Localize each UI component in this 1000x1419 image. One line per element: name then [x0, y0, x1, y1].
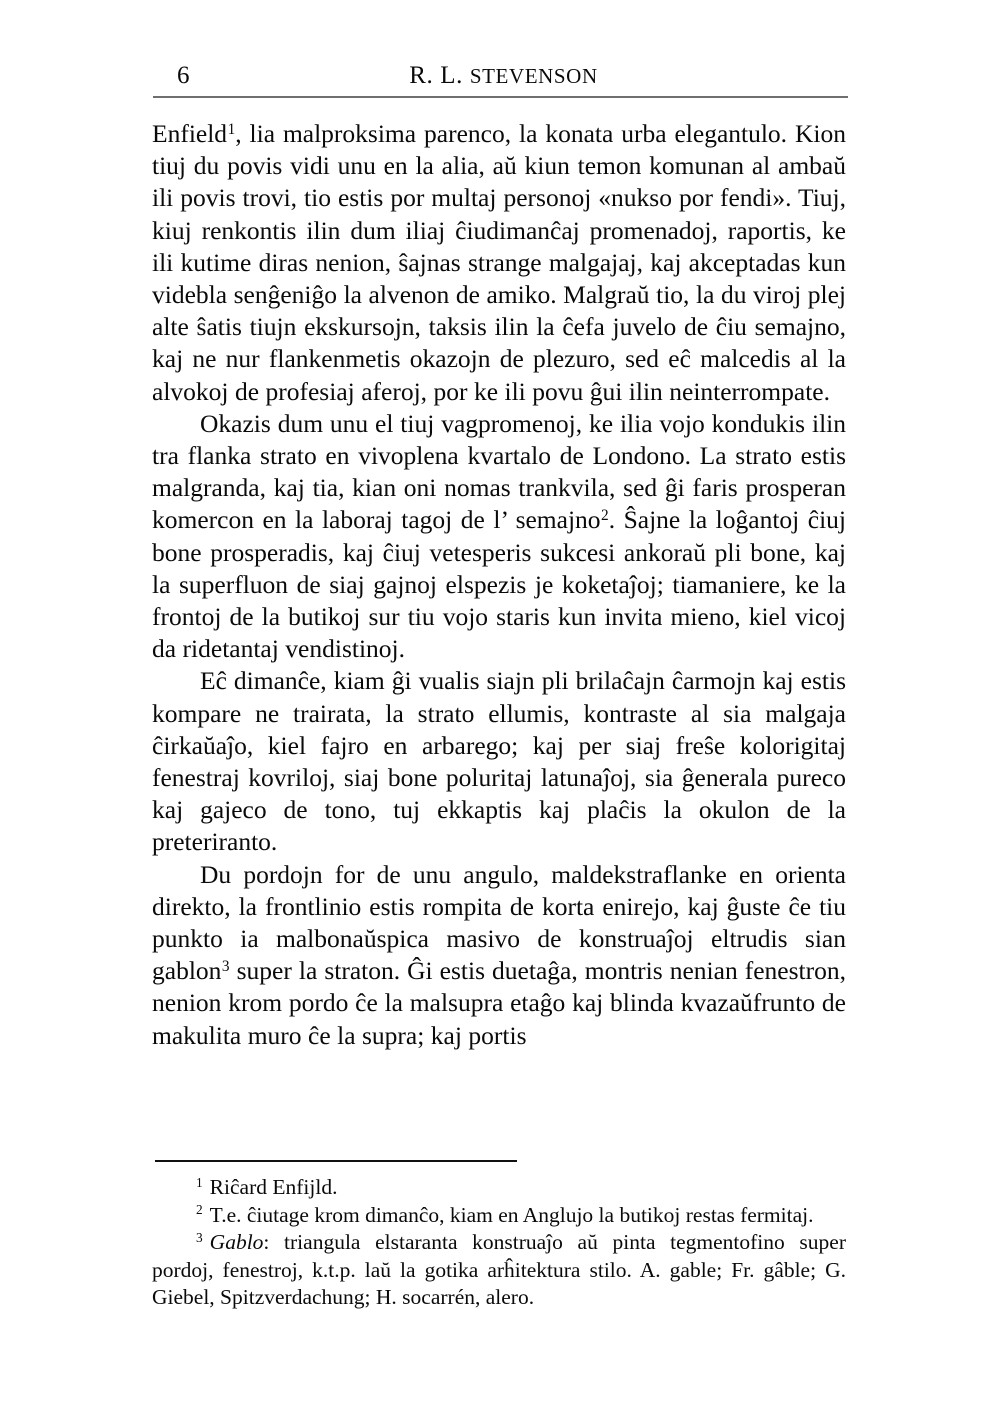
running-head-initials: R. L. — [409, 62, 470, 89]
body-paragraph — [152, 859, 846, 1052]
footnote-marker[interactable]: 1 — [196, 1174, 203, 1190]
body-text-run: Enfield — [152, 119, 228, 148]
footnote-divider-rule — [155, 1160, 517, 1162]
page-number: 6 — [177, 62, 190, 89]
running-head-title — [153, 60, 848, 92]
footnote-block — [152, 1174, 846, 1312]
body-paragraph — [152, 118, 846, 408]
footnote-text-run: : triangula elstaranta konstruaĵo aŭ pinta tegmentofino super pordoj, fenestroj, k.t.p. laŭ la gotika arĥitektura stilo. A. gable; Fr. gâble; G. Giebel, Spitzverdachung; H. socarrén, alero. — [152, 1230, 846, 1310]
body-text-run: super la straton. Ĝi estis duetaĝa, montris nenian fenestron, nenion krom pordo ĉe la malsupra etaĝo kaj blinda kvazaŭfrunto de makulita muro ĉe la supra; kaj portis — [152, 956, 846, 1050]
footnote-item — [152, 1229, 846, 1312]
footnote-text-run: Riĉard Enfijld. — [209, 1175, 338, 1199]
header-divider-rule — [153, 96, 848, 98]
footnote-marker[interactable]: 3 — [196, 1229, 203, 1245]
footnote-text-run: T.e. ĉiutage krom dimanĉo, kiam en Anglujo la butikoj restas fermitaj. — [209, 1202, 814, 1227]
body-text-run: Okazis dum unu el tiuj vagpromenoj, ke ilia vojo kondukis ilin tra flanka strato en vivoplena kvartalo de Londono. La strato estis malgranda, kaj tia, kian oni nomas trankvila, sed ĝi faris prosperan komercon en la laboraj tagoj de l’ semajno — [152, 408, 846, 535]
body-text-run: Du pordojn for de unu angulo, maldekstraflanke en orienta direkto, la frontlinio estis rompita de korta enirejo, kaj ĝuste ĉe tiu punkto ia malbonaŭspica masivo de konstruaĵoj eltrudis sian gablon — [152, 859, 846, 986]
body-text-run: . Ŝajne la loĝantoj ĉiuj bone prosperadis, kaj ĉiuj vetesperis sukcesi ankoraŭ pli bone, kaj la superfluon de siaj gajnoj elspezis je koketaĵoj; tiamaniere, ke la frontoj de la butikoj sur tiu vojo staris kun invita mieno, kiel vicoj da ridetantaj vendistinoj. — [152, 505, 846, 664]
running-head-name: STEVENSON — [469, 64, 598, 88]
body-text-block — [152, 118, 846, 1052]
body-paragraph — [152, 665, 846, 858]
footnote-reference[interactable]: 3 — [221, 957, 230, 975]
footnote-term: Gablo — [209, 1230, 264, 1255]
footnote-reference[interactable]: 2 — [601, 507, 609, 525]
footnote-reference[interactable]: 1 — [227, 120, 236, 138]
footnote-item — [152, 1202, 846, 1230]
running-head — [153, 60, 848, 94]
body-text-run: , lia malproksima parenco, la konata urba elegantulo. Kion tiuj du povis vidi unu en la alia, aŭ kiun temon komunan al ambaŭ ili povis trovi, tio estis por multaj personoj «nukso por fendi». Tiuj, kiuj renkontis ilin dum iliaj ĉiudimanĉaj promenadoj, raportis, ke ili kutime diras nenion, ŝajnas strange malgajaj, kaj akceptadas kun videbla senĝeniĝo la alvenon de amiko. Malgraŭ tio, la du viroj plej alte ŝatis tiujn ekskursojn, taksis ilin la ĉefa juvelo de ĉiu semajno, kaj ne nur flankenmetis okazojn de plezuro, sed eĉ malcedis al la alvokoj de profesiaj aferoj, por ke ili povu ĝui ilin neinterrompate. — [152, 119, 846, 406]
body-text-run: Eĉ dimanĉe, kiam ĝi vualis siajn pli brilaĉajn ĉarmojn kaj estis kompare ne trairata, la strato ellumis, kontraste al sia malgaja ĉirkaŭaĵo, kiel fajro en arbarego; kaj per siaj freŝe kolorigitaj fenestraj kovriloj, siaj bone poluritaj latunaĵoj, sia ĝenerala pureco kaj gajeco de tono, tuj ekkaptis kaj plaĉis la okulon de la preteriranto. — [152, 666, 846, 857]
footnote-item — [152, 1174, 846, 1202]
footnote-marker[interactable]: 2 — [196, 1202, 203, 1218]
body-paragraph — [152, 408, 846, 666]
